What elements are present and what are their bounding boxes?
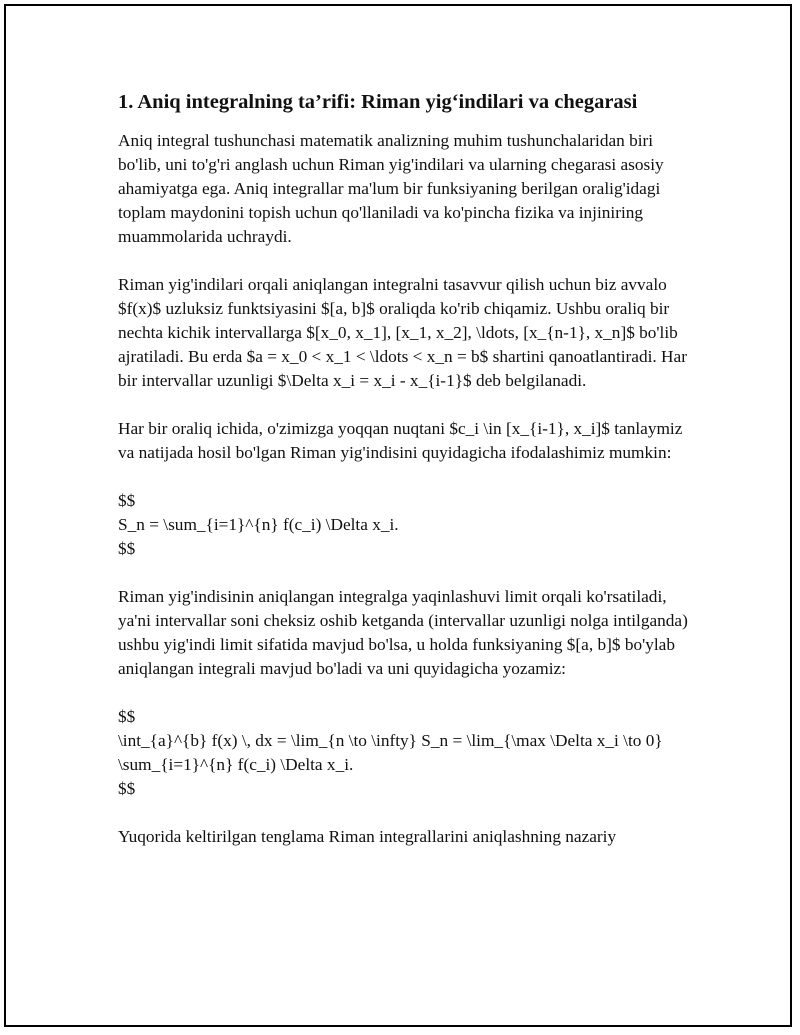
equation-body: S_n = \sum_{i=1}^{n} f(c_i) \Delta x_i. (118, 514, 399, 534)
equation-delimiter-close: $$ (118, 778, 136, 798)
section-heading: 1. Aniq integralning ta’rifi: Riman yig‘indilari va chegarasi (118, 91, 638, 113)
equation-delimiter-open: $$ (118, 706, 136, 726)
equation-definite-integral (118, 705, 693, 801)
paragraph-limit: Riman yig'indisinin aniqlangan integralga yaqinlashuvi limit orqali ko'rsatiladi, ya'ni intervallar soni cheksiz oshib ketganda (intervallar uzunligi nolga intilganda) ushbu yig'indi limit sifatida mavjud bo'lsa, u holda funksiyaning $[a, b]$ bo'ylab aniqlangan integrali mavjud bo'ladi va uni quyidagicha yozamiz: (118, 586, 688, 678)
paragraph-riemann-partition: Riman yig'indilari orqali aniqlangan integralni tasavvur qilish uchun biz avvalo $f(x)$ uzluksiz funktsiyasini $[a, b]$ oraliqda ko'rib chiqamiz. Ushbu oraliq bir nechta kichik intervallarga $[x_0, x_1], [x_1, x_2], \ldots, [x_{n-1}, x_n]$ bo'lib ajratiladi. Bu erda $a = x_0 < x_1 < \ldots < x_n = b$ shartini qanoatlantiradi. Har bir intervallar uzunligi $\Delta x_i = x_i - x_{i-1}$ deb belgilanadi. (118, 274, 687, 390)
paragraph-closing: Yuqorida keltirilgan tenglama Riman integrallarini aniqlashning nazariy (118, 826, 617, 846)
document-body (118, 88, 693, 873)
equation-riemann-sum (118, 489, 693, 561)
paragraph-sample-point: Har bir oraliq ichida, o'zimizga yoqqan nuqtani $c_i \in [x_{i-1}, x_i]$ tanlaymiz va natijada hosil bo'lgan Riman yig'indisini quyidagicha ifodalashimiz mumkin: (118, 418, 683, 462)
equation-delimiter-open: $$ (118, 490, 136, 510)
equation-delimiter-close: $$ (118, 538, 136, 558)
paragraph-intro: Aniq integral tushunchasi matematik analizning muhim tushunchalaridan biri bo'lib, uni to'g'ri anglash uchun Riman yig'indilari va ularning chegarasi asosiy ahamiyatga ega. Aniq integrallar ma'lum bir funksiyaning berilgan oralig'idagi toplam maydonini topish uchun qo'llaniladi va ko'pincha fizika va injiniring muammolarida uchraydi. (118, 130, 664, 246)
equation-body: \int_{a}^{b} f(x) \, dx = \lim_{n \to \infty} S_n = \lim_{\max \Delta x_i \to 0} \sum_{i=1}^{n} f(c_i) \Delta x_i. (118, 730, 663, 774)
